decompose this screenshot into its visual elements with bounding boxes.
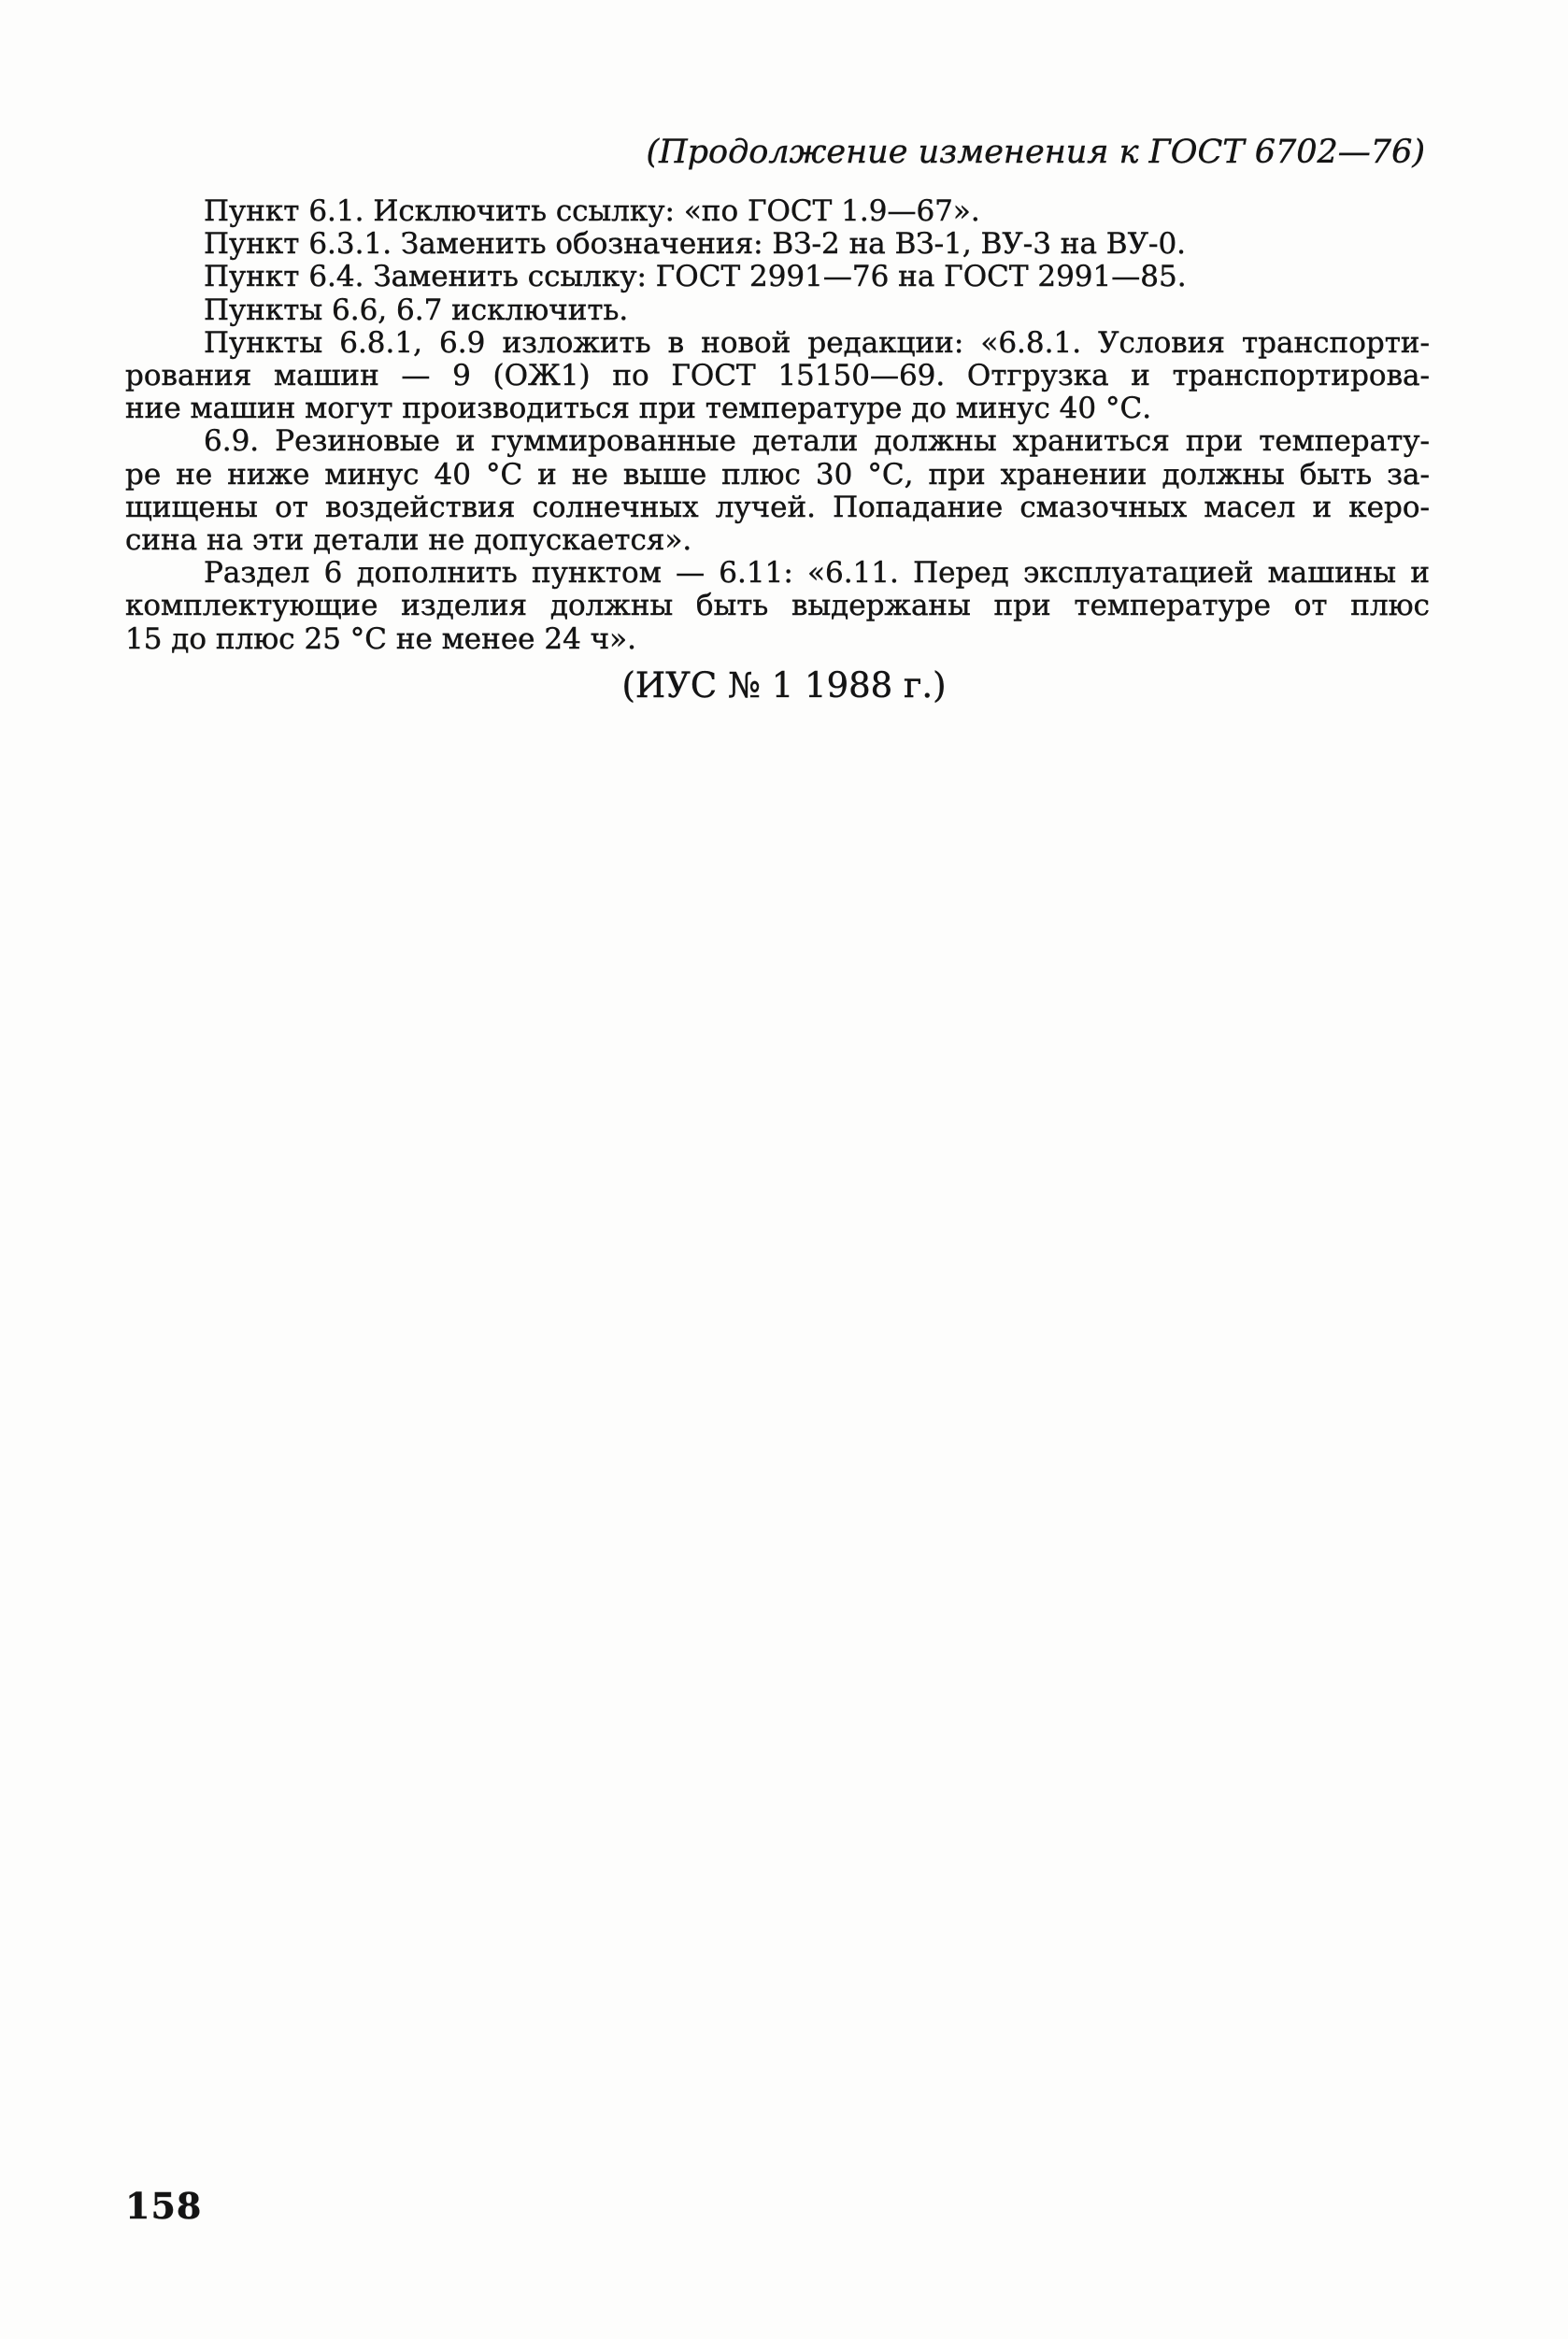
continuation-header: (Продолжение изменения к ГОСТ 6702—76) xyxy=(646,134,1425,171)
paragraph xyxy=(125,195,1430,228)
text-line: рования машин — 9 (ОЖ1) по ГОСТ 15150—69. Отгрузка и транспортирова- xyxy=(125,359,1430,393)
paragraph xyxy=(125,557,1430,656)
paragraph xyxy=(125,425,1430,557)
text-line: Пункт 6.4. Заменить ссылку: ГОСТ 2991—76 на ГОСТ 2991—85. xyxy=(204,260,1187,294)
paragraph xyxy=(125,228,1430,261)
text-line: Пункты 6.8.1, 6.9 изложить в новой редакции: «6.8.1. Условия транспорти- xyxy=(204,325,1430,360)
text-line: 15 до плюс 25 °С не менее 24 ч». xyxy=(125,621,636,656)
text-line: Пункт 6.3.1. Заменить обозначения: ВЗ-2 на ВЗ-1, ВУ-3 на ВУ-0. xyxy=(204,227,1187,262)
text-line: сина на эти детали не допускается». xyxy=(125,523,692,558)
issue-note: (ИУС № 1 1988 г.) xyxy=(621,665,947,706)
text-line: Пункт 6.1. Исключить ссылку: «по ГОСТ 1.9—67». xyxy=(204,194,980,228)
text-line: щищены от воздействия солнечных лучей. Попадание смазочных масел и керо- xyxy=(125,490,1430,524)
page-number: 158 xyxy=(125,2185,203,2227)
text-line: ние машин могут производиться при температуре до минус 40 °С. xyxy=(125,392,1152,426)
text-line: комплектующие изделия должны быть выдержаны при температуре от плюс xyxy=(125,589,1430,623)
text-line: ре не ниже минус 40 °С и не выше плюс 30 °С, при хранении должны быть за- xyxy=(125,457,1430,492)
paragraph xyxy=(125,261,1430,293)
paragraph xyxy=(125,294,1430,327)
document-body xyxy=(125,195,1430,656)
text-line: 6.9. Резиновые и гуммированные детали должны храниться при температу- xyxy=(204,424,1430,459)
paragraph xyxy=(125,327,1430,426)
text-line: Раздел 6 дополнить пунктом — 6.11: «6.11. Перед эксплуатацией машины и xyxy=(204,556,1430,591)
text-line: Пункты 6.6, 6.7 исключить. xyxy=(204,292,629,327)
